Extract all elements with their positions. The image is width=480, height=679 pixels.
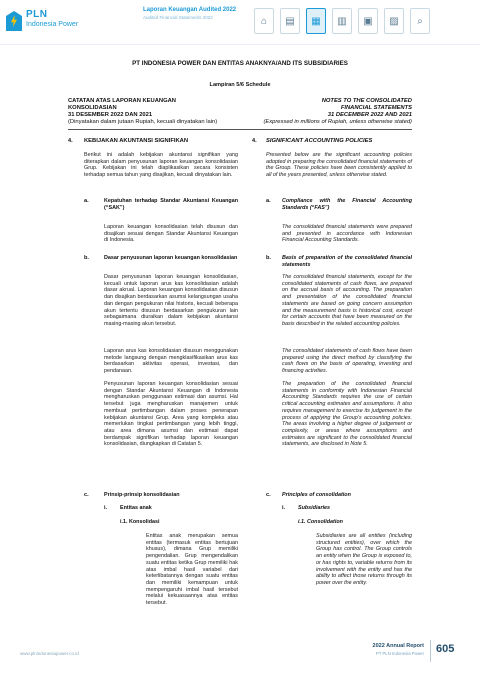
notes-header-right: [263, 98, 412, 126]
document-title: PT INDONESIA POWER DAN ENTITAS ANAKNYA/AND ITS SUBSIDIARIES: [132, 60, 348, 67]
item-a-body-right: The consolidated financial statements were prepared and presented in accordance with Indonesian Financial Accounting Standards.: [282, 224, 412, 244]
document-icon[interactable]: ▦: [306, 8, 326, 34]
header-right-line1: NOTES TO THE CONSOLIDATED: [321, 98, 412, 104]
section-heading-right: SIGNIFICANT ACCOUNTING POLICIES: [266, 138, 373, 144]
header-left-line1: CATATAN ATAS LAPORAN KEUANGAN: [68, 98, 176, 104]
building-icon[interactable]: ▨: [384, 8, 404, 34]
item-c-label-right: c.: [266, 492, 271, 498]
book-icon[interactable]: ▤: [280, 8, 300, 34]
header-right-line3: 31 DECEMBER 2022 AND 2021: [327, 112, 412, 118]
item-b-heading-left: Dasar penyusunan laporan keuangan konsolidasian: [104, 255, 238, 261]
item-i1-body-left: Entitas anak merupakan semua entitas (termasuk entitas bertujuan khusus), dimana Grup memiliki pengendalian. Grup mengendalikan suatu entitas ketika Grup memiliki hak atas imbal hasil variabel dari keterlibatannya dengan suatu entitas dan memiliki kemampuan untuk mempengaruhi imbal hasil tersebut melalui kekuasaannya atas entitas tersebut.: [146, 533, 238, 607]
item-b-para2-right: The consolidated statements of cash flows have been prepared using the direct method by classifying the cash flows on the basis of operating, investing and financing activities.: [282, 348, 412, 375]
report-title: Laporan Keuangan Audited 2022: [143, 7, 237, 13]
header-left-line2: KONSOLIDASIAN: [68, 105, 117, 111]
intro-left: Berikut ini adalah kebijakan akuntansi signifikan yang diterapkan dalam penyusunan laporan keuangan konsolidasian Grup. Kebijakan ini telah diaplikasikan secara konsisten terhadap semua tahun yang disajikan, kecuali dinyatakan lain.: [84, 152, 238, 179]
item-i-heading-right: Subsidiaries: [298, 505, 331, 511]
page-number: 605: [436, 643, 455, 655]
item-c-heading-left: Prinsip-prinsip konsolidasian: [104, 492, 180, 498]
item-a-heading-right: Compliance with the Financial Accounting Standards (“FAS”): [282, 198, 412, 211]
footer-report-title: 2022 Annual Report: [372, 643, 424, 649]
item-a-label-right: a.: [266, 198, 271, 204]
logo-subtitle: Indonesia Power: [26, 21, 79, 28]
logo-name: PLN: [26, 9, 48, 20]
item-b-para2-left: Laporan arus kas konsolidasian disusun menggunakan metode langsung dengan mengklasifikasikan arus kas berdasarkan aktivitas operasi, investasi, dan pendanaan.: [104, 348, 238, 375]
intro-right: Presented below are the significant accounting policies adopted in preparing the consolidated financial statements of the Group. These policies have been consistently applied to all of the years presented, unless otherwise stated.: [266, 152, 412, 179]
home-icon[interactable]: ⌂: [254, 8, 274, 34]
item-i1-heading-right: i.1. Consolidation: [298, 519, 343, 525]
footer-website-link[interactable]: www.plnindonesiapower.co.id: [20, 651, 79, 656]
notes-header-left: [68, 98, 217, 126]
page-header: [0, 0, 480, 48]
item-b-label-right: b.: [266, 255, 271, 261]
search-icon[interactable]: ⌕: [410, 8, 430, 34]
item-i-heading-left: Entitas anak: [120, 505, 152, 511]
item-c-label-left: c.: [84, 492, 89, 498]
section-number-left: 4.: [68, 138, 73, 144]
item-b-para3-right: The preparation of the consolidated financial statements in conformity with Indonesian Financial Accounting Standards requires the use of certain critical accounting estimates and assumptions. It also requires management to exercise its judgement in the process of applying the Group’s accounting policies. The areas involving a higher degree of judgement or complexity, or areas where assumptions and estimates are significant to the consolidated financial statements, are disclosed in Note 5.: [282, 381, 412, 448]
header-divider: [68, 129, 412, 130]
item-a-heading-left: Kepatuhan terhadap Standar Akuntansi Keuangan (“SAK”): [104, 198, 238, 211]
header-right-line4: (Expressed in millions of Rupiah, unless otherwise stated): [263, 119, 412, 125]
section-heading-left: KEBIJAKAN AKUNTANSI SIGNIFIKAN: [84, 138, 189, 144]
report-subtitle: Audited Financial Statements 2022: [143, 15, 213, 20]
item-a-body-left: Laporan keuangan konsolidasian telah disusun dan disajikan sesuai dengan Standar Akuntansi Keuangan di Indonesia.: [104, 224, 238, 244]
footer-divider: [430, 640, 431, 662]
item-a-label-left: a.: [84, 198, 89, 204]
item-b-para1-left: Dasar penyusunan laporan keuangan konsolidasian, kecuali untuk laporan arus kas konsolidasian adalah dasar akrual. Laporan keuangan konsolidasian disusun dan disajikan berdasarkan asumsi kelangsungan usaha dan dengan pengukuran nilai historis, kecuali beberapa akun tertentu disusun berdasarkan pengukuran lain sebagaimana diuraikan dalam kebijakan akuntansi masing-masing akun tersebut.: [104, 274, 238, 327]
item-i-label-right: i.: [282, 505, 286, 511]
header-left-line3: 31 DESEMBER 2022 DAN 2021: [68, 112, 153, 118]
company-logo[interactable]: [6, 9, 96, 33]
item-i-label-left: i.: [104, 505, 108, 511]
item-c-heading-right: Principles of consolidation: [282, 492, 351, 498]
section-number-right: 4.: [252, 138, 257, 144]
item-i1-body-right: Subsidiaries are all entities (including structured entities), over which the Group has control. The Group controls an entity when the Group is exposed to, or has rights to, variable returns from its involvement with the entity and has the ability to affect those returns through its power over the entity.: [316, 533, 412, 586]
header-right-line2: FINANCIAL STATEMENTS: [340, 105, 412, 111]
table-icon[interactable]: ▣: [358, 8, 378, 34]
schedule-label: Lampiran 5/6 Schedule: [209, 82, 271, 88]
item-b-label-left: b.: [84, 255, 89, 261]
item-b-para1-right: The consolidated financial statements, except for the consolidated statements of cash flows, are prepared on the accrual basis of accounting. The preparation and presentation of the consolidated financial statements are based on going concern assumption and the measurement basis is historical cost, except for certain accounts that have been measured on the basis described in the related accounting policies.: [282, 274, 412, 327]
header-left-line4: (Dinyatakan dalam jutaan Rupiah, kecuali dinyatakan lain): [68, 119, 218, 125]
nav-icons: [254, 8, 436, 36]
footer-report-subtitle: PT PLN Indonesia Power: [375, 651, 424, 656]
item-i1-heading-left: i.1. Konsolidasi: [120, 519, 160, 525]
item-b-heading-right: Basis of preparation of the consolidated financial statements: [282, 255, 412, 268]
item-b-para3-left: Penyusunan laporan keuangan konsolidasian sesuai dengan Standar Akuntansi Keuangan di Indonesia mengharuskan penggunaan estimasi dan asumsi. Hal tersebut juga mengharuskan manajemen untuk membuat pertimbangan dalam proses penerapan kebijakan akuntansi Grup. Area yang kompleks atau memerlukan tingkat pertimbangan yang lebih tinggi, atau area dimana asumsi dan estimasi dapat berdampak signifikan terhadap laporan keuangan konsolidasian, diungkapkan di Catatan 5.: [104, 381, 238, 448]
grid-icon[interactable]: ▥: [332, 8, 352, 34]
